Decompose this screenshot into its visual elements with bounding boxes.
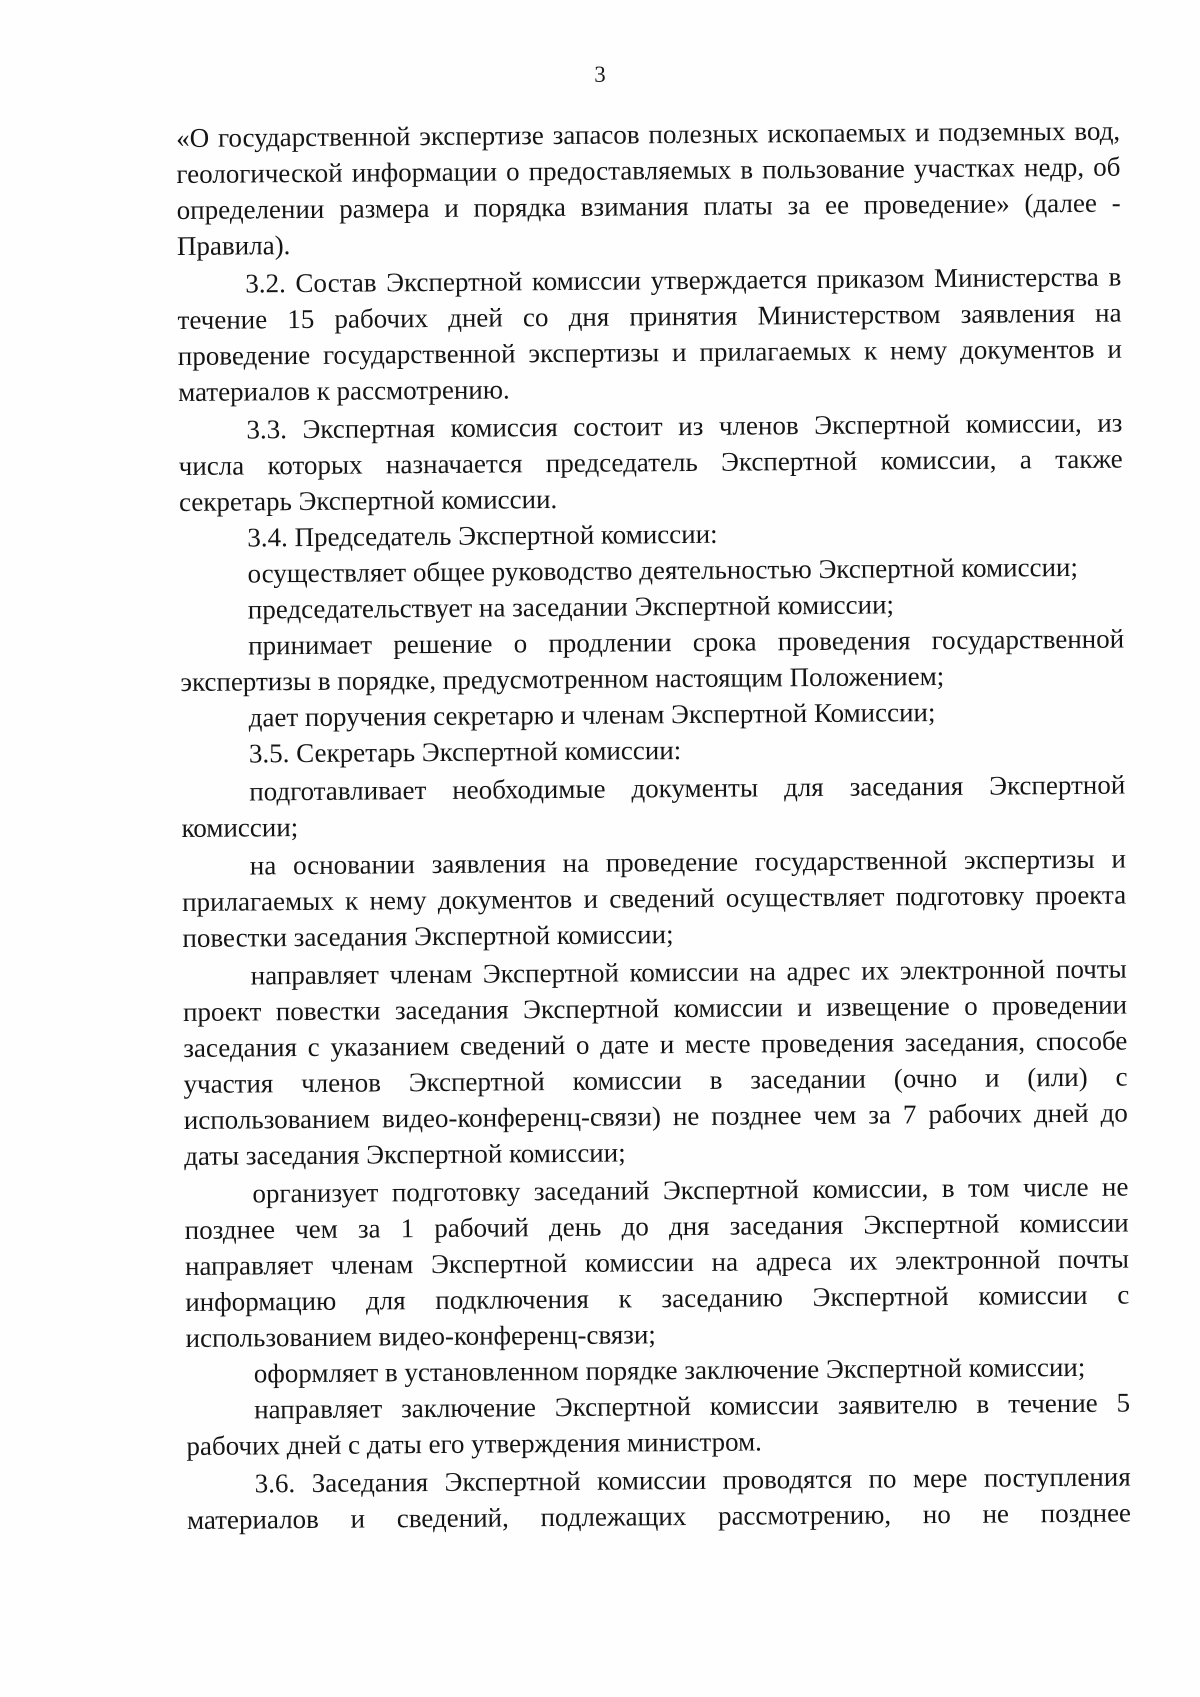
- paragraph-secretary-duty-6: направляет заключение Экспертной комиссии заявителю в течение 5 рабочих дней с даты его утверждения министром.: [186, 1387, 1131, 1461]
- paragraph-3-2: 3.2. Состав Экспертной комиссии утверждается приказом Министерства в течение 15 рабочих дней со дня принятия Министерством заявления на проведение государственной экспертизы и прилагаемых к нему документов и материалов к рассмотрению.: [177, 261, 1122, 407]
- paragraph-3-3: 3.3. Экспертная комиссия состоит из членов Экспертной комиссии, из числа которых назначается председатель Экспертной комиссии, а также секретарь Экспертной комиссии.: [178, 407, 1123, 517]
- document-body: [176, 113, 1132, 1535]
- paragraph-3-5: 3.5. Секретарь Экспертной комиссии:: [248, 735, 682, 769]
- paragraph-secretary-duty-2: на основании заявления на проведение государственной экспертизы и прилагаемых к нему документов и сведений осуществляет подготовку проекта повестки заседания Экспертной комиссии;: [182, 843, 1127, 953]
- paragraph-3-6-wrapper: [186, 1459, 1132, 1535]
- paragraph-chairman-duty-2: председательствует на заседании Экспертной комиссии;: [247, 589, 895, 625]
- paragraph-secretary-duty-5: оформляет в установленном порядке заключение Экспертной комиссии;: [253, 1351, 1086, 1389]
- paragraph-secretary-duty-3: направляет членам Экспертной комиссии на адрес их электронной почты проект повестки заседания Экспертной комиссии и извещение о проведении заседания с указанием сведений о дате и месте проведения заседания, способе участия членов Экспертной комиссии в заседании (очно и (или) с использованием видео-конференц-связи) не позднее чем за 7 рабочих дней до даты заседания Экспертной комиссии;: [182, 953, 1128, 1171]
- paragraph-3-6: 3.6. Заседания Экспертной комиссии проводятся по мере поступления материалов и сведений, подлежащих рассмотрению, но не позднее: [186, 1461, 1132, 1535]
- paragraph-secretary-duty-4: организует подготовку заседаний Экспертной комиссии, в том числе не позднее чем за 1 рабочий день до дня заседания Экспертной комиссии направляет членам Экспертной комиссии на адреса их электронной почты информацию для подключения к заседанию Экспертной комиссии с использованием видео-конференц-связи;: [184, 1171, 1130, 1353]
- paragraph-secretary-duty-1: подготавливает необходимые документы для заседания Экспертной комиссии;: [181, 769, 1126, 843]
- paragraph-chairman-duty-1: осуществляет общее руководство деятельностью Экспертной комиссии;: [247, 551, 1079, 589]
- page-number: 3: [594, 62, 606, 87]
- paragraph-chairman-duty-3: принимает решение о продлении срока проведения государственной экспертизы в порядке, предусмотренном настоящим Положением;: [180, 623, 1125, 697]
- paragraph-chairman-duty-4: дает поручения секретарю и членам Экспертной Комиссии;: [248, 697, 936, 733]
- paragraph-rules-title: «О государственной экспертизе запасов полезных ископаемых и подземных вод, геологической информации о предоставляемых в пользование участках недр, об определении размера и порядка взимания платы за ее проведение» (далее - Правила).: [176, 115, 1121, 261]
- paragraph-3-4: 3.4. Председатель Экспертной комиссии:: [247, 518, 718, 553]
